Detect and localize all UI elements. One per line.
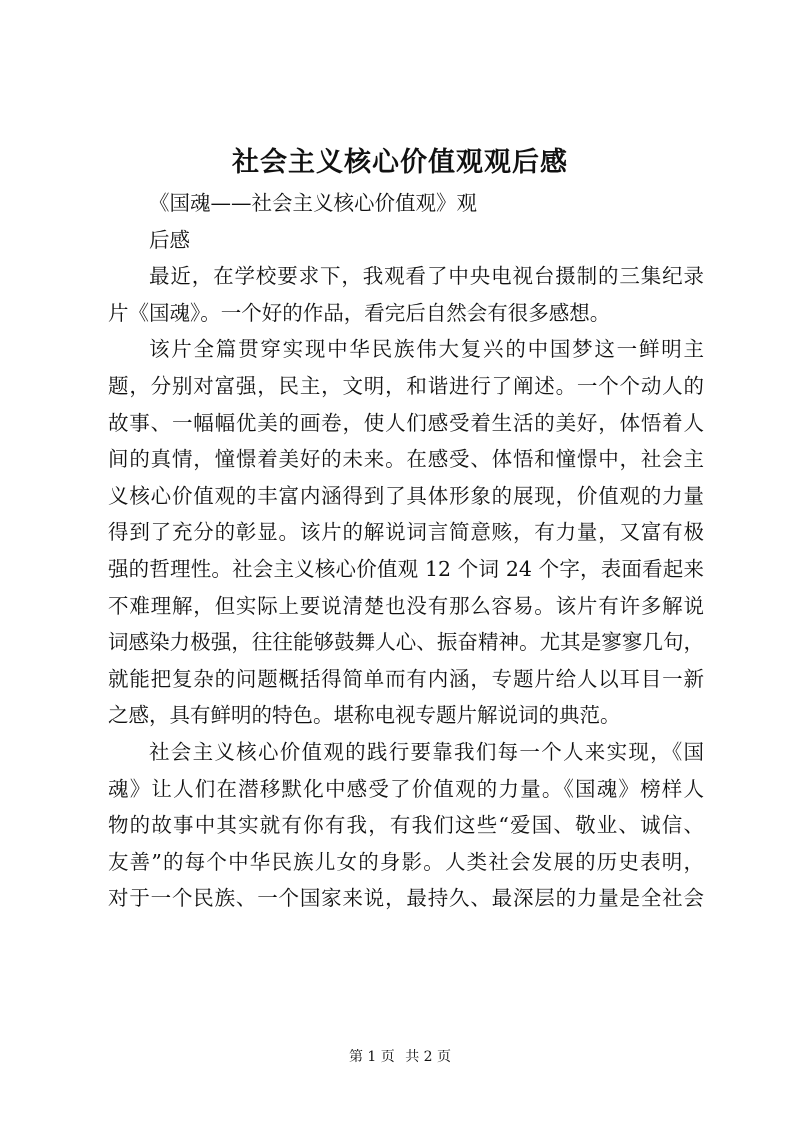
paragraph-line: 题，分别对富强，民主，文明，和谐进行了阐述。一个个动人的 — [108, 373, 704, 398]
paragraph-line: 该片全篇贯穿实现中华民族伟大复兴的中国梦这一鲜明主 — [149, 337, 704, 362]
paragraph-line: 社会主义核心价值观的践行要靠我们每一个人来实现，《国 — [149, 739, 704, 764]
paragraph-line: 词感染力极强，往往能够鼓舞人心、振奋精神。尤其是寥寥几句， — [108, 630, 704, 655]
paragraph-line: 片《国魂》。一个好的作品，看完后自然会有很多感想。 — [108, 300, 611, 325]
paragraph-line: 最近，在学校要求下，我观看了中央电视台摄制的三集纪录 — [149, 264, 704, 289]
paragraph-line: 就能把复杂的问题概括得简单而有内涵，专题片给人以耳目一新 — [108, 666, 704, 691]
paragraph-line: 间的真情，憧憬着美好的未来。在感受、体悟和憧憬中，社会主 — [108, 447, 704, 472]
document-title: 社会主义核心价值观观后感 — [232, 147, 568, 178]
paragraph-line: 强的哲理性。社会主义核心价值观 12 个词 24 个字，表面看起来 — [108, 556, 704, 581]
paragraph-line: 故事、一幅幅优美的画卷，使人们感受着生活的美好，体悟着人 — [108, 410, 704, 435]
subtitle-line: 后感 — [149, 227, 190, 252]
paragraph-line: 义核心价值观的丰富内涵得到了具体形象的展现，价值观的力量 — [108, 483, 704, 508]
document-body — [108, 185, 704, 917]
paragraph-line: 物的故事中其实就有你有我，有我们这些“爱国、敬业、诚信、 — [108, 813, 704, 838]
paragraph-line: 魂》让人们在潜移默化中感受了价值观的力量。《国魂》榜样人 — [108, 776, 704, 801]
subtitle-line: 《国魂——社会主义核心价值观》观 — [149, 191, 477, 215]
paragraph-line: 之感，具有鲜明的特色。堪称电视专题片解说词的典范。 — [108, 703, 621, 728]
paragraph-line: 友善”的每个中华民族儿女的身影。人类社会发展的历史表明， — [108, 849, 704, 874]
paragraph-line: 得到了充分的彰显。该片的解说词言简意赅，有力量，又富有极 — [108, 520, 704, 545]
page-footer — [0, 1047, 800, 1067]
paragraph-line: 对于一个民族、一个国家来说，最持久、最深层的力量是全社会 — [108, 886, 704, 911]
paragraph-line: 不难理解，但实际上要说清楚也没有那么容易。该片有许多解说 — [108, 593, 704, 618]
page-number: 第 1 页 — [348, 1049, 395, 1065]
page-total: 共 2 页 — [405, 1049, 452, 1065]
